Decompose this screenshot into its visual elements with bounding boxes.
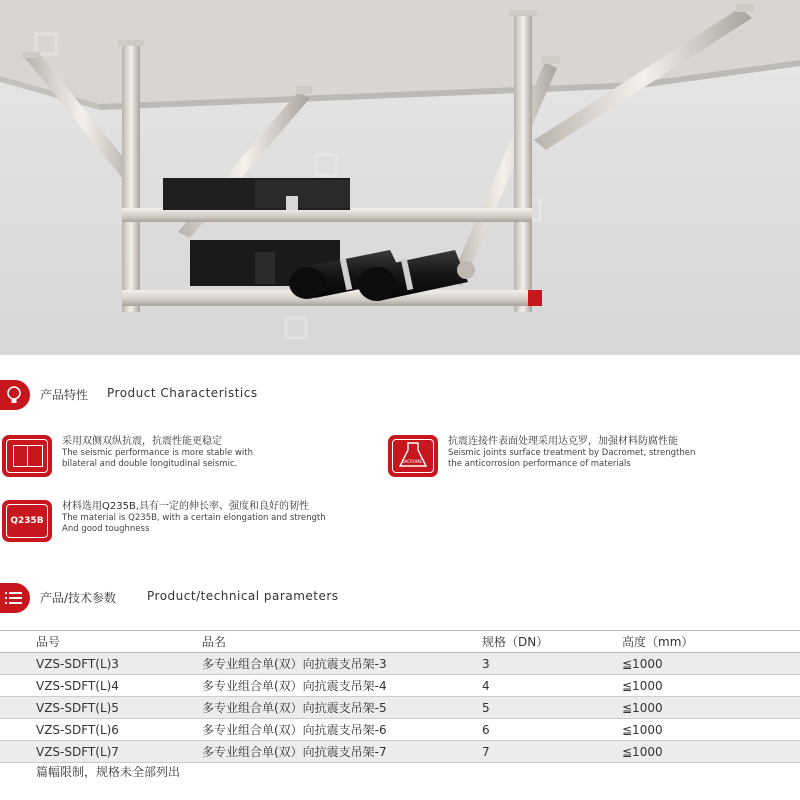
left-vertical-hanger (122, 42, 140, 312)
cell-height-mm: ≦1000 (622, 697, 800, 719)
cell-product-name: 多专业组合单(双）向抗震支吊架-4 (202, 675, 482, 697)
table-row (0, 653, 800, 675)
feature-2-zh: 抗震连接件表面处理采用达克罗，加强材料防腐性能 (448, 436, 678, 447)
characteristics-title-zh: 产品特性 (40, 388, 89, 402)
feature-3-en-line2: And good toughness (62, 524, 150, 534)
cell-height-mm: ≦1000 (622, 741, 800, 763)
right-vertical-hanger (514, 14, 532, 312)
cell-height-mm: ≦1000 (622, 675, 800, 697)
cell-part-no: VZS-SDFT(L)5 (0, 697, 202, 719)
cell-spec-dn: 7 (482, 741, 622, 763)
product-photo (0, 0, 800, 355)
header-spec-dn: 规格（DN） (482, 631, 622, 653)
cell-spec-dn: 5 (482, 697, 622, 719)
feature-1-en-line1: The seismic performance is more stable with (62, 448, 254, 458)
cell-spec-dn: 3 (482, 653, 622, 675)
table-row (0, 719, 800, 741)
table-row (0, 675, 800, 697)
table-header-row (0, 631, 800, 653)
material-badge-icon (2, 500, 52, 542)
feature-bilateral-seismic (2, 435, 382, 479)
table-row (0, 741, 800, 763)
feature-1-en-line2: bilateral and double longitudinal seismic. (62, 459, 238, 469)
cell-height-mm: ≦1000 (622, 719, 800, 741)
feature-1-zh: 采用双侧双纵抗震，抗震性能更稳定 (62, 436, 222, 447)
cell-spec-dn: 4 (482, 675, 622, 697)
cell-product-name: 多专业组合单(双）向抗震支吊架-6 (202, 719, 482, 741)
cell-part-no: VZS-SDFT(L)3 (0, 653, 202, 675)
bilateral-frame-icon (2, 435, 52, 477)
feature-2-en-line1: Seismic joints surface treatment by Dacromet, strengthen (448, 448, 696, 458)
characteristics-title-en: Product Characteristics (107, 386, 258, 400)
cell-spec-dn: 6 (482, 719, 622, 741)
cell-product-name: 多专业组合单(双）向抗震支吊架-7 (202, 741, 482, 763)
flask-icon (388, 435, 438, 477)
right-lower-brace (450, 62, 557, 286)
parameters-table (0, 630, 800, 763)
feature-q235b-material (2, 500, 402, 544)
feature-3-en-line1: The material is Q235B, with a certain elongation and strength (62, 513, 326, 523)
cell-part-no: VZS-SDFT(L)6 (0, 719, 202, 741)
parameters-header (0, 583, 800, 613)
lightbulb-icon (0, 380, 30, 410)
dacromet-icon-label: DACROMET (401, 459, 425, 464)
table-footnote: 篇幅限制，规格未全部列出 (36, 765, 181, 779)
upper-cross-beam (122, 208, 532, 222)
list-icon (0, 583, 30, 613)
header-height-mm: 高度（mm） (622, 631, 800, 653)
header-product-name: 品名 (202, 631, 482, 653)
cell-part-no: VZS-SDFT(L)7 (0, 741, 202, 763)
cell-part-no: VZS-SDFT(L)4 (0, 675, 202, 697)
characteristics-header (0, 380, 800, 410)
seismic-support-illustration (0, 0, 800, 355)
header-part-no: 品号 (0, 631, 202, 653)
cell-product-name: 多专业组合单(双）向抗震支吊架-5 (202, 697, 482, 719)
cell-height-mm: ≦1000 (622, 653, 800, 675)
cell-product-name: 多专业组合单(双）向抗震支吊架-3 (202, 653, 482, 675)
feature-3-zh: 材料选用Q235B,具有一定的伸长率、强度和良好的韧性 (62, 501, 309, 512)
table-row (0, 697, 800, 719)
feature-dacromet (388, 435, 798, 479)
feature-2-en-line2: the anticorrosion performance of materials (448, 459, 631, 469)
parameters-title-en: Product/technical parameters (147, 589, 339, 603)
parameters-title-zh: 产品/技术参数 (40, 591, 117, 605)
q235b-icon-label: Q235B (10, 516, 44, 526)
